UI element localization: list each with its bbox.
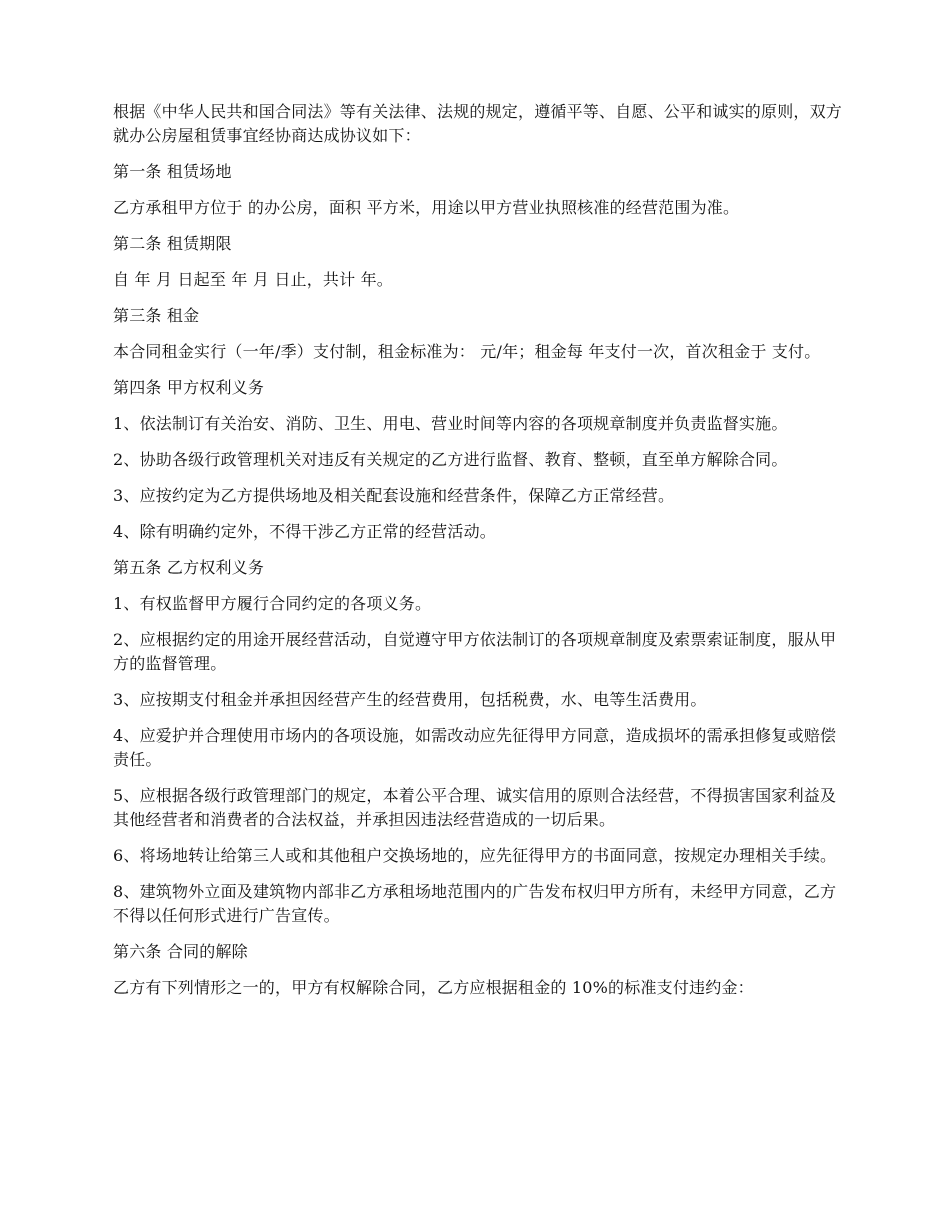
- article-1-heading: 第一条 租赁场地: [113, 162, 232, 181]
- article-4-heading: 第四条 甲方权利义务: [113, 378, 265, 397]
- document-page: [113, 100, 843, 1012]
- article-6-heading: 第六条 合同的解除: [113, 942, 248, 961]
- article-5-heading: 第五条 乙方权利义务: [113, 558, 265, 577]
- article-4-item-2: 2、协助各级行政管理机关对违反有关规定的乙方进行监督、教育、整顿，直至单方解除合同。: [113, 450, 788, 469]
- article-5-item-4: 4、应爱护并合理使用市场内的各项设施，如需改动应先征得甲方同意，造成损坏的需承担修复或赔偿责任。: [113, 726, 837, 769]
- article-2-body: 自 年 月 日起至 年 月 日止，共计 年。: [113, 270, 394, 289]
- preamble-paragraph: 根据《中华人民共和国合同法》等有关法律、法规的规定，遵循平等、自愿、公平和诚实的原则，双方就办公房屋租赁事宜经协商达成协议如下：: [113, 102, 843, 145]
- article-3-heading: 第三条 租金: [113, 306, 200, 325]
- article-5-item-5: 5、应根据各级行政管理部门的规定，本着公平合理、诚实信用的原则合法经营，不得损害国家利益及其他经营者和消费者的合法权益，并承担因违法经营造成的一切后果。: [113, 786, 837, 829]
- article-5-item-2: 2、应根据约定的用途开展经营活动，自觉遵守甲方依法制订的各项规章制度及索票索证制度，服从甲方的监督管理。: [113, 630, 837, 673]
- article-1-body: 乙方承租甲方位于 的办公房，面积 平方米，用途以甲方营业执照核准的经营范围为准。: [113, 198, 740, 217]
- article-4-item-1: 1、依法制订有关治安、消防、卫生、用电、营业时间等内容的各项规章制度并负责监督实施。: [113, 414, 788, 433]
- article-2-heading: 第二条 租赁期限: [113, 234, 232, 253]
- article-4-item-4: 4、除有明确约定外，不得干涉乙方正常的经营活动。: [113, 522, 496, 541]
- article-5-item-6: 6、将场地转让给第三人或和其他租户交换场地的，应先征得甲方的书面同意，按规定办理相关手续。: [113, 846, 837, 865]
- article-5-item-8: 8、建筑物外立面及建筑物内部非乙方承租场地范围内的广告发布权归甲方所有，未经甲方同意，乙方不得以任何形式进行广告宣传。: [113, 882, 837, 925]
- article-3-body: 本合同租金实行（一年/季）支付制，租金标准为： 元/年；租金每 年支付一次，首次租金于 支付。: [113, 342, 821, 361]
- article-6-body: 乙方有下列情形之一的，甲方有权解除合同，乙方应根据租金的 10%的标准支付违约金：: [113, 978, 754, 997]
- article-5-item-3: 3、应按期支付租金并承担因经营产生的经营费用，包括税费，水、电等生活费用。: [113, 690, 707, 709]
- article-5-item-1: 1、有权监督甲方履行合同约定的各项义务。: [113, 594, 432, 613]
- article-4-item-3: 3、应按约定为乙方提供场地及相关配套设施和经营条件，保障乙方正常经营。: [113, 486, 675, 505]
